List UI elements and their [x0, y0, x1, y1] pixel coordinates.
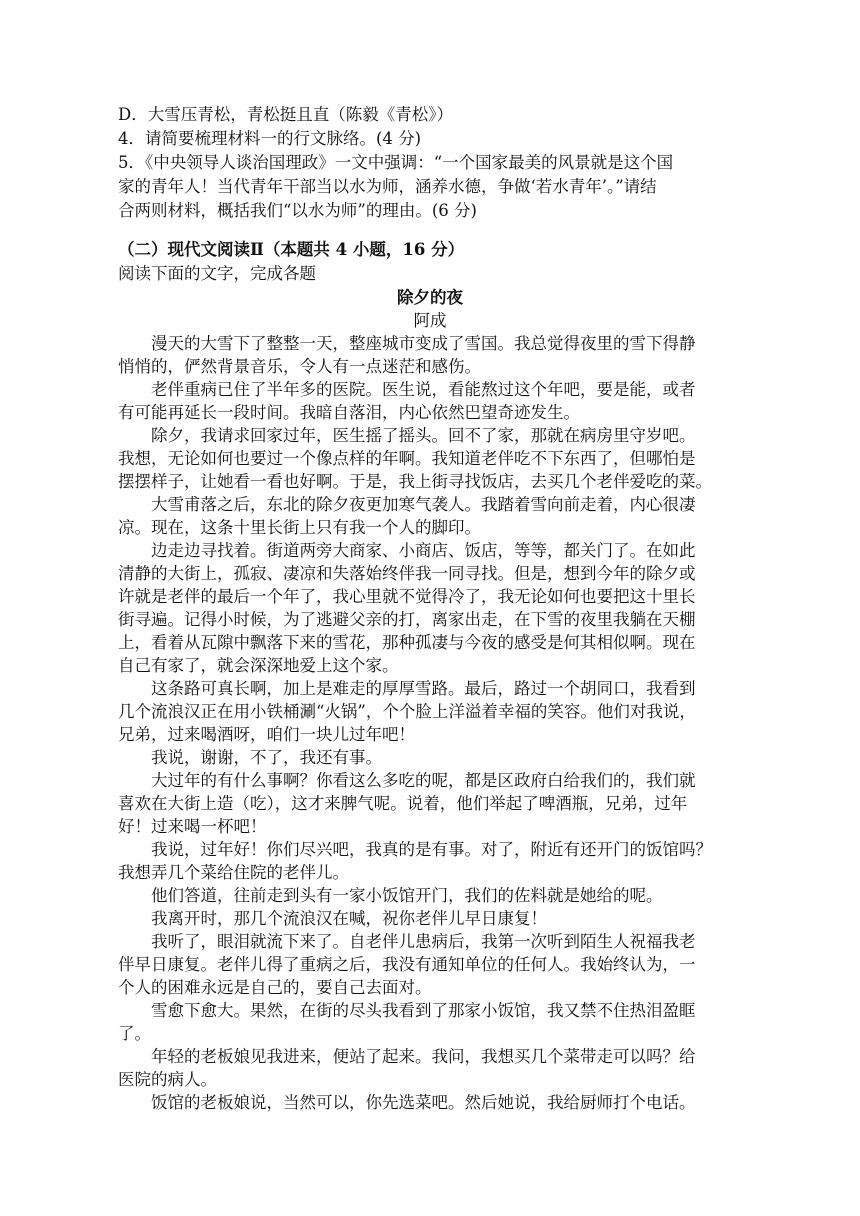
article-line: 伴早日康复。老伴儿得了重病之后，我没有通知单位的任何人。我始终认为，一	[118, 955, 696, 974]
section-instruction: 阅读下面的文字，完成各题	[118, 264, 316, 283]
article-line: 我想，无论如何也要过一个像点样的年啊。我知道老伴吃不下东西了，但哪怕是	[118, 449, 696, 468]
article-line: 我听了，眼泪就流下来了。自老伴儿患病后，我第一次听到陌生人祝福我老	[151, 932, 696, 951]
question-5-line-3: 合两则材料，概括我们“以水为师”的理由。(6 分)	[118, 201, 477, 220]
article-line: 饭馆的老板娘说，当然可以，你先选菜吧。然后她说，我给厨师打个电话。	[151, 1093, 696, 1112]
article-title: 除夕的夜	[397, 288, 463, 307]
article-line: 好！过来喝一杯吧！	[118, 817, 267, 836]
article-line: 他们答道，往前走到头有一家小饭馆开门，我们的佐料就是她给的呢。	[151, 886, 663, 905]
article-line: 医院的病人。	[118, 1070, 217, 1089]
article-line: 老伴重病已住了半年多的医院。医生说，看能熬过这个年吧，要是能，或者	[151, 380, 696, 399]
article-line: 上，看着从瓦隙中飘落下来的雪花，那种孤凄与今夜的感受是何其相似啊。现在	[118, 633, 696, 652]
article-line: 我离开时，那几个流浪汉在喊，祝你老伴儿早日康复！	[151, 909, 547, 928]
section-heading: （二）现代文阅读Ⅱ（本题共 4 小题，16 分）	[118, 240, 465, 259]
question-5-line-1: 5．《中央领导人谈治国理政》一文中强调：“一个国家最美的风景就是这个国	[118, 153, 674, 172]
article-line: 悄悄的，俨然背景音乐，令人有一点迷茫和感伤。	[118, 357, 481, 376]
article-line: 个人的困难永远是自己的，要自己去面对。	[118, 978, 432, 997]
article-line: 清静的大街上，孤寂、凄凉和失落始终伴我一同寻找。但是，想到今年的除夕或	[118, 564, 696, 583]
article-line: 我说，过年好！你们尽兴吧，我真的是有事。对了，附近有还开门的饭馆吗？	[151, 840, 712, 859]
article-line: 除夕，我请求回家过年，医生摇了摇头。回不了家，那就在病房里守岁吧。	[151, 426, 696, 445]
article-line: 许就是老伴的最后一个年了，我心里就不觉得冷了，我无论如何也要把这十里长	[118, 587, 696, 606]
article-line: 边走边寻找着。街道两旁大商家、小商店、饭店，等等，都关门了。在如此	[151, 541, 696, 560]
article-line: 我想弄几个菜给住院的老伴儿。	[118, 863, 349, 882]
article-line: 雪愈下愈大。果然，在街的尽头我看到了那家小饭馆，我又禁不住热泪盈眶	[151, 1001, 696, 1020]
option-d: D．大雪压青松，青松挺且直（陈毅《青松》）	[118, 105, 453, 124]
article-line: 了。	[118, 1024, 151, 1043]
article-line: 大过年的有什么事啊？你看这么多吃的呢，都是区政府白给我们的，我们就	[151, 771, 696, 790]
article-line: 喜欢在大街上造（吃），这才来脾气呢。说着，他们举起了啤酒瓶，兄弟，过年	[118, 794, 688, 813]
question-4: 4．请简要梳理材料一的行文脉络。(4 分)	[118, 129, 422, 148]
article-line: 摆摆样子，让她看一看也好啊。于是，我上街寻找饭店，去买几个老伴爱吃的菜。	[118, 472, 712, 491]
question-5-line-2: 家的青年人！当代青年干部当以水为师，涵养水德，争做‘若水青年’。”请结	[118, 177, 657, 196]
article-line: 凉。现在，这条十里长街上只有我一个人的脚印。	[118, 518, 481, 537]
article-line: 年轻的老板娘见我进来，便站了起来。我问，我想买几个菜带走可以吗？给	[151, 1047, 696, 1066]
article-line: 我说，谢谢，不了，我还有事。	[151, 748, 382, 767]
article-line: 大雪甫落之后，东北的除夕夜更加寒气袭人。我踏着雪向前走着，内心很凄	[151, 495, 696, 514]
article-line: 兄弟，过来喝酒呀，咱们一块儿过年吧！	[118, 725, 415, 744]
article-line: 几个流浪汉正在用小铁桶涮“火锅”，个个脸上洋溢着幸福的笑容。他们对我说，	[118, 702, 696, 721]
article-line: 街寻遍。记得小时候，为了逃避父亲的打，离家出走，在下雪的夜里我躺在天棚	[118, 610, 696, 629]
article-line: 这条路可真长啊，加上是难走的厚厚雪路。最后，路过一个胡同口，我看到	[151, 679, 696, 698]
article-author: 阿成	[413, 311, 447, 330]
article-line: 自己有家了，就会深深地爱上这个家。	[118, 656, 399, 675]
article-line: 漫天的大雪下了整整一天，整座城市变成了雪国。我总觉得夜里的雪下得静	[151, 334, 696, 353]
article-line: 有可能再延长一段时间。我暗自落泪，内心依然巴望奇迹发生。	[118, 403, 580, 422]
